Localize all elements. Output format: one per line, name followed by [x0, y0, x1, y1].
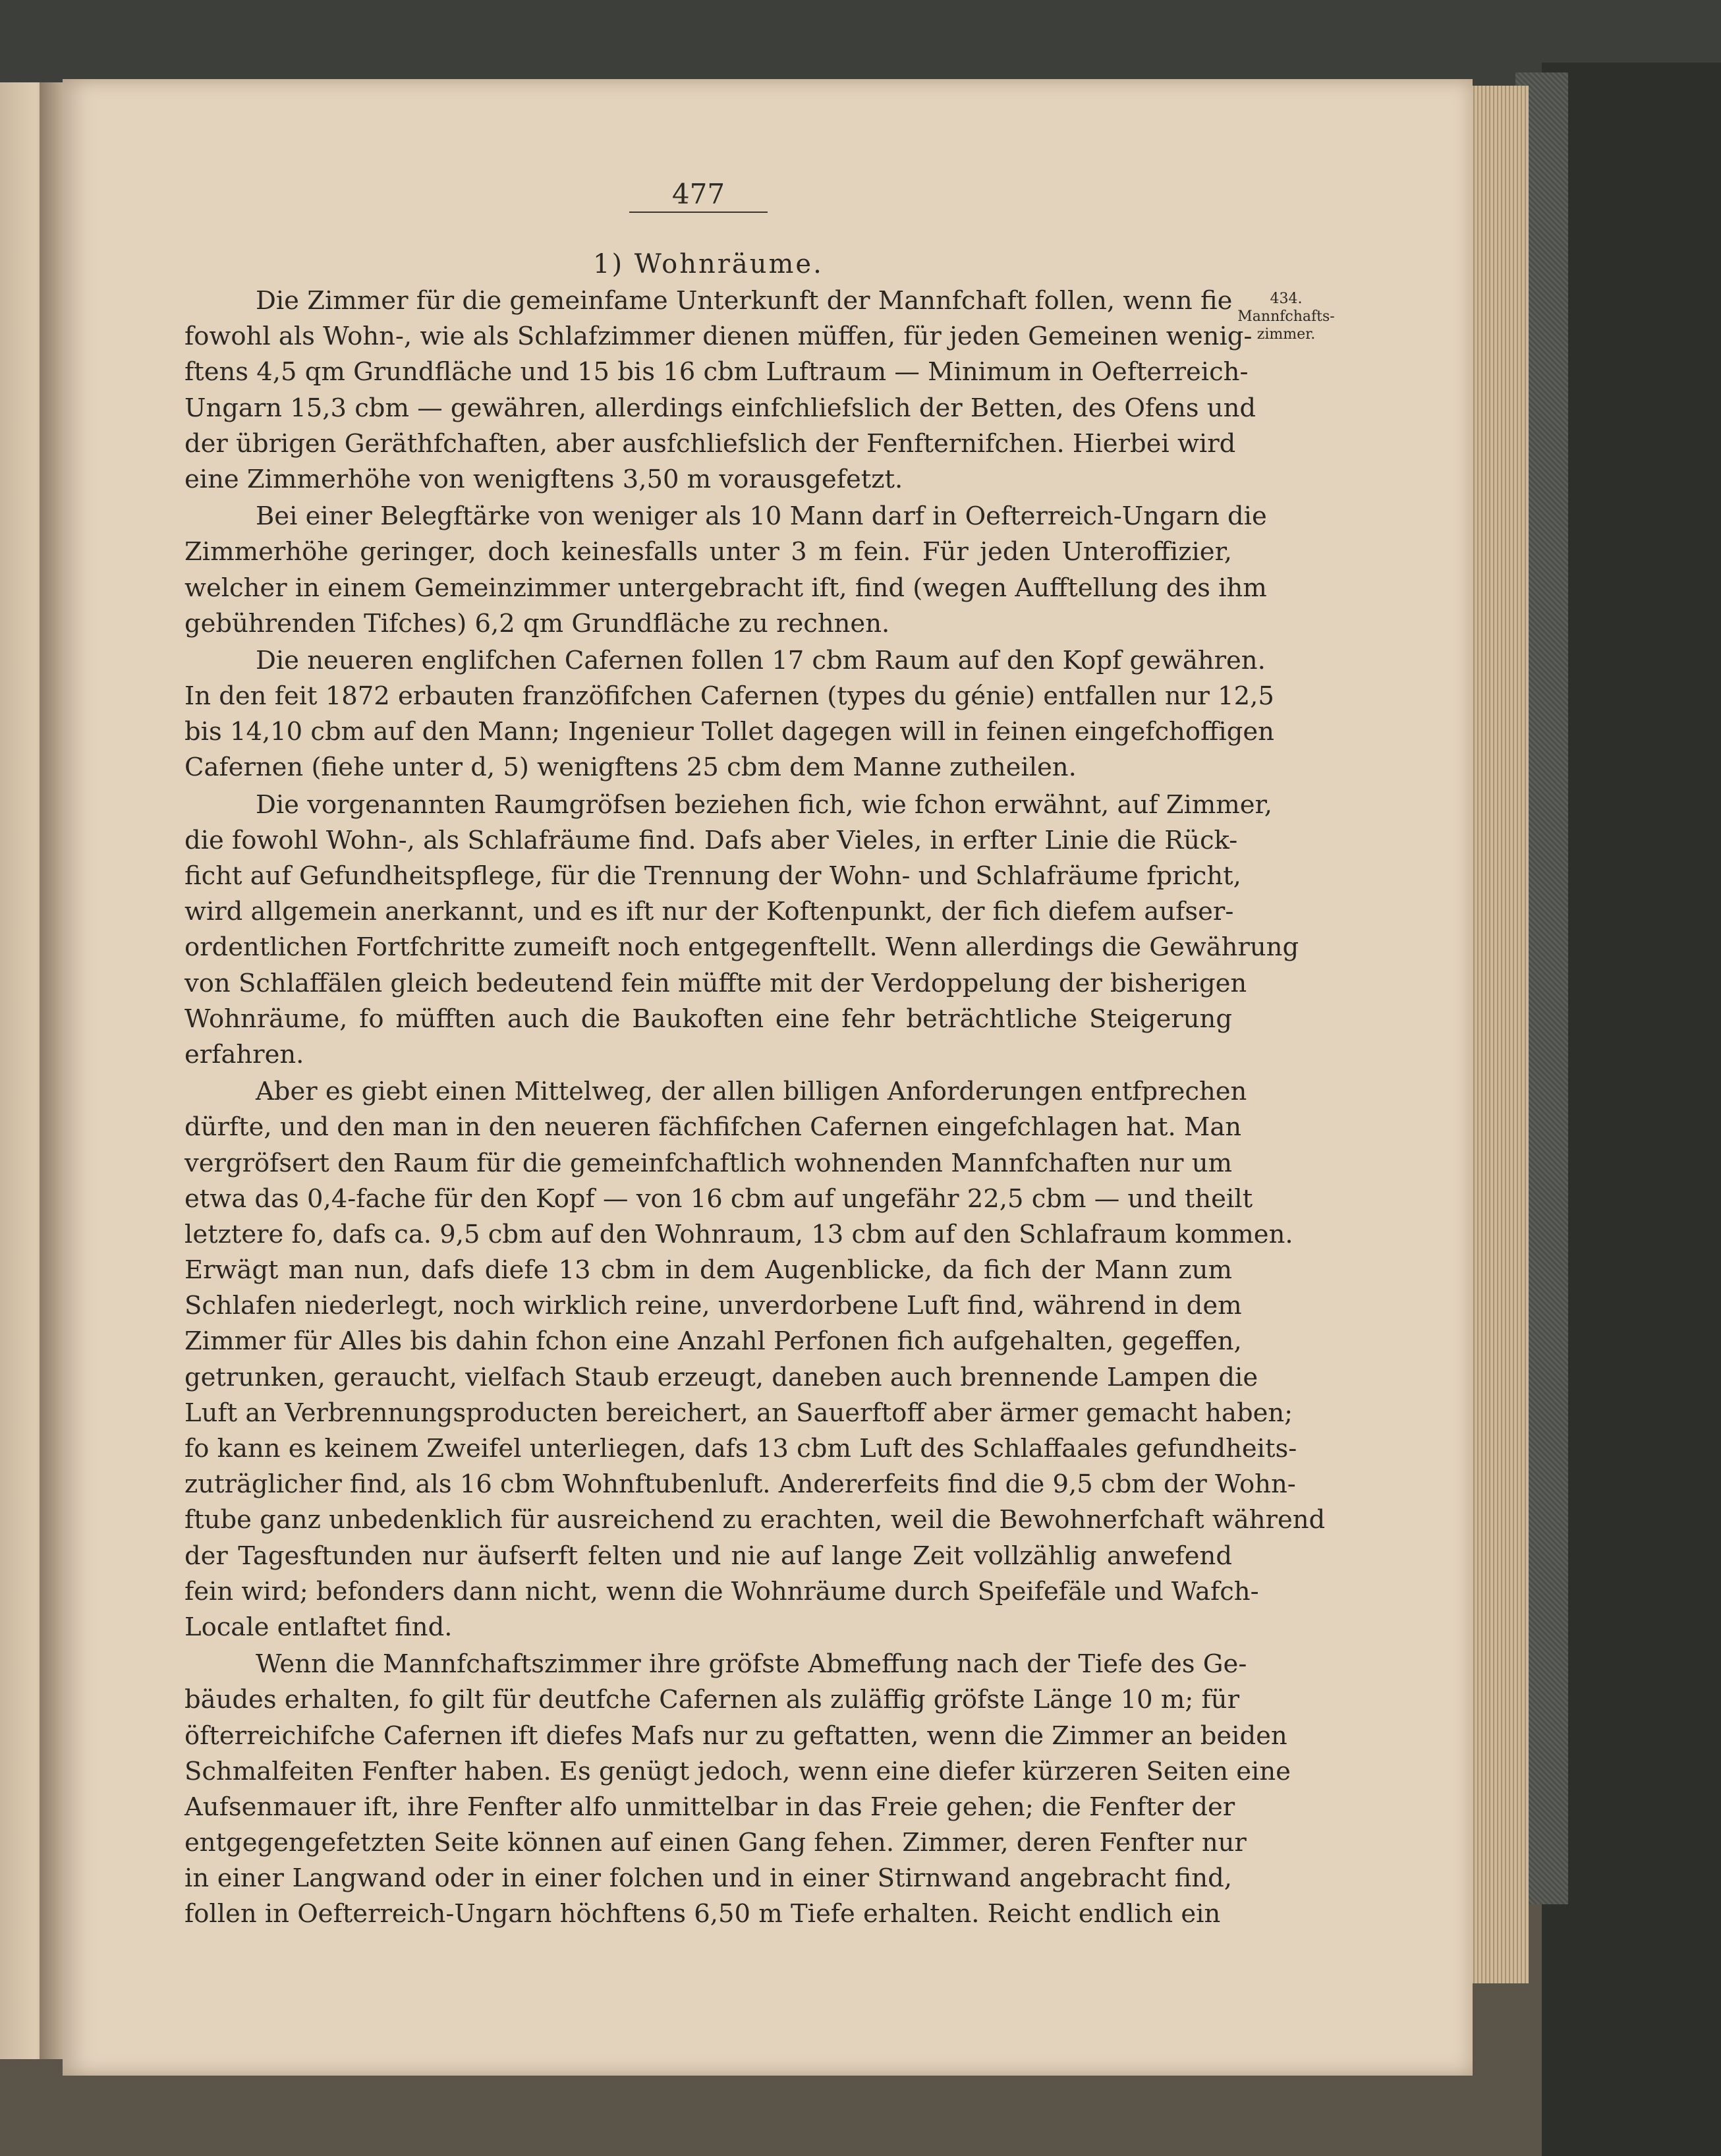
text-line: der Tagesftunden nur äufserft felten und nie auf lange Zeit vollzählig anwefend — [184, 1541, 1232, 1571]
text-line: bäudes erhalten, fo gilt für deutfche Cafernen als zuläffig gröfste Länge 10 m; für — [184, 1685, 1239, 1715]
book-cover-top — [0, 0, 1721, 86]
text-line: von Schlaffälen gleich bedeutend fein müffte mit der Verdoppelung der bisherigen — [184, 968, 1247, 998]
paragraph — [184, 1647, 1291, 1933]
text-line: gebührenden Tifches) 6,2 qm Grundfläche zu rechnen. — [184, 608, 890, 638]
margin-note-line: Mannfchafts- — [1237, 308, 1335, 325]
text-line: Die vorgenannten Raumgröfsen beziehen fich, wie fchon erwähnt, auf Zimmer, — [256, 789, 1272, 820]
text-line: dürfte, und den man in den neueren fächfifchen Cafernen eingefchlagen hat. Man — [184, 1112, 1242, 1143]
paragraph — [184, 1074, 1326, 1645]
text-line: Aber es giebt einen Mittelweg, der allen billigen Anforderungen entfprechen — [256, 1077, 1247, 1107]
paragraph — [184, 499, 1267, 642]
paragraph — [184, 643, 1274, 786]
text-line: etwa das 0,4-fache für den Kopf — von 16 cbm auf ungefähr 22,5 cbm — und theilt — [184, 1183, 1253, 1214]
text-line: Schlafen niederlegt, noch wirklich reine, unverdorbene Luft find, während in dem — [184, 1291, 1242, 1321]
text-line: In den feit 1872 erbauten franzöfifchen Cafernen (types du génie) entfallen nur 12,5 — [184, 681, 1274, 712]
page-number: 477 — [671, 178, 725, 210]
text-line: Die Zimmer für die gemeinfame Unterkunft der Mannfchaft follen, wenn fie — [256, 286, 1233, 316]
text-line: der übrigen Geräthfchaften, aber ausfchliefslich der Fenfternifchen. Hierbei wird — [184, 428, 1236, 459]
text-line: zuträglicher find, als 16 cbm Wohnftubenluft. Andererfeits find die 9,5 cbm der Wohn- — [184, 1469, 1296, 1500]
text-line: welcher in einem Gemeinzimmer untergebracht ift, find (wegen Aufftellung des ihm — [184, 573, 1267, 603]
text-line: fowohl als Wohn-, wie als Schlafzimmer dienen müffen, für jeden Gemeinen wenig- — [184, 322, 1253, 352]
margin-note-line: zimmer. — [1256, 326, 1316, 343]
text-line: fo kann es keinem Zweifel unterliegen, dafs 13 cbm Luft des Schlaffaales gefundheits- — [184, 1434, 1297, 1463]
text-line: follen in Oefterreich-Ungarn höchftens 6,50 m Tiefe erhalten. Reicht endlich ein — [184, 1899, 1221, 1929]
text-line: fein wird; befonders dann nicht, wenn die Wohnräume durch Speifefäle und Wafch- — [184, 1576, 1259, 1606]
text-line: ftens 4,5 qm Grundfläche und 15 bis 16 cbm Luftraum — Minimum in Oefterreich- — [184, 357, 1249, 387]
margin-note-line: 434. — [1270, 291, 1303, 307]
section-heading: 1) Wohnräume. — [593, 249, 824, 279]
text-line: Cafernen (fiehe unter d, 5) wenigftens 25 cbm dem Manne zutheilen. — [184, 752, 1077, 783]
text-line: Luft an Verbrennungsproducten bereichert, an Sauerftoff aber ärmer gemacht haben; — [184, 1398, 1293, 1428]
book-cover-right — [1542, 63, 1721, 2156]
text-line: erfahren. — [184, 1039, 304, 1069]
text-line: eine Zimmerhöhe von wenigftens 3,50 m vorausgefetzt. — [184, 464, 903, 494]
text-line: Erwägt man nun, dafs diefe 13 cbm in dem Augenblicke, da fich der Mann zum — [184, 1255, 1232, 1286]
text-line: die fowohl Wohn-, als Schlafräume find. Dafs aber Vieles, in erfter Linie die Rück- — [184, 825, 1238, 855]
text-line: ftube ganz unbedenklich für ausreichend zu erachten, weil die Bewohnerfchaft während — [184, 1505, 1326, 1535]
text-line: ordentlichen Fortfchritte zumeift noch entgegenftellt. Wenn allerdings die Gewährung — [184, 932, 1299, 963]
page-stack-edges — [1463, 86, 1529, 1983]
paragraph — [184, 283, 1256, 497]
text-line: entgegengefetzten Seite können auf einen Gang fehen. Zimmer, deren Fenfter nur — [184, 1828, 1247, 1858]
text-line: Die neueren englifchen Cafernen follen 17 cbm Raum auf den Kopf gewähren. — [256, 645, 1266, 675]
text-line: öfterreichifche Cafernen ift diefes Mafs nur zu geftatten, wenn die Zimmer an beiden — [184, 1720, 1287, 1751]
text-line: vergröfsert den Raum für die gemeinfchaftlich wohnenden Mannfchaften nur um — [184, 1148, 1232, 1178]
book-gutter — [40, 82, 66, 2059]
text-line: getrunken, geraucht, vielfach Staub erzeugt, daneben auch brennende Lampen die — [184, 1362, 1258, 1392]
text-line: ficht auf Gefundheitspflege, für die Trennung der Wohn- und Schlafräume fpricht, — [184, 861, 1241, 891]
text-line: Locale entlaftet find. — [184, 1612, 453, 1642]
text-line: Bei einer Belegftärke von weniger als 10 Mann darf in Oefterreich-Ungarn die — [256, 501, 1267, 532]
text-line: letztere fo, dafs ca. 9,5 cbm auf den Wohnraum, 13 cbm auf den Schlafraum kommen. — [184, 1219, 1293, 1249]
text-line: bis 14,10 cbm auf den Mann; Ingenieur Tollet dagegen will in feinen eingefchoffigen — [184, 717, 1274, 747]
text-line: Zimmer für Alles bis dahin fchon eine Anzahl Perfonen fich aufgehalten, gegeffen, — [184, 1326, 1242, 1357]
page-number-rule — [629, 212, 768, 213]
text-line: Wohnräume, fo müfften auch die Baukoften eine fehr beträchtliche Steigerung — [184, 1004, 1232, 1034]
paragraph — [184, 787, 1299, 1073]
text-line: Zimmerhöhe geringer, doch keinesfalls unter 3 m fein. Für jeden Unteroffizier, — [184, 537, 1232, 567]
text-line: Wenn die Mannfchaftszimmer ihre gröfste Abmeffung nach der Tiefe des Ge- — [256, 1649, 1247, 1680]
text-line: Aufsenmauer ift, ihre Fenfter alfo unmittelbar in das Freie gehen; die Fenfter der — [184, 1792, 1235, 1822]
text-line: in einer Langwand oder in einer folchen und in einer Stirnwand angebracht find, — [184, 1863, 1232, 1894]
text-line: Ungarn 15,3 cbm — gewähren, allerdings einfchliefslich der Betten, des Ofens und — [184, 393, 1256, 423]
text-line: wird allgemein anerkannt, und es ift nur der Koftenpunkt, der fich diefem aufser- — [184, 897, 1234, 927]
text-line: Schmalfeiten Fenfter haben. Es genügt jedoch, wenn eine diefer kürzeren Seiten eine — [184, 1756, 1291, 1786]
